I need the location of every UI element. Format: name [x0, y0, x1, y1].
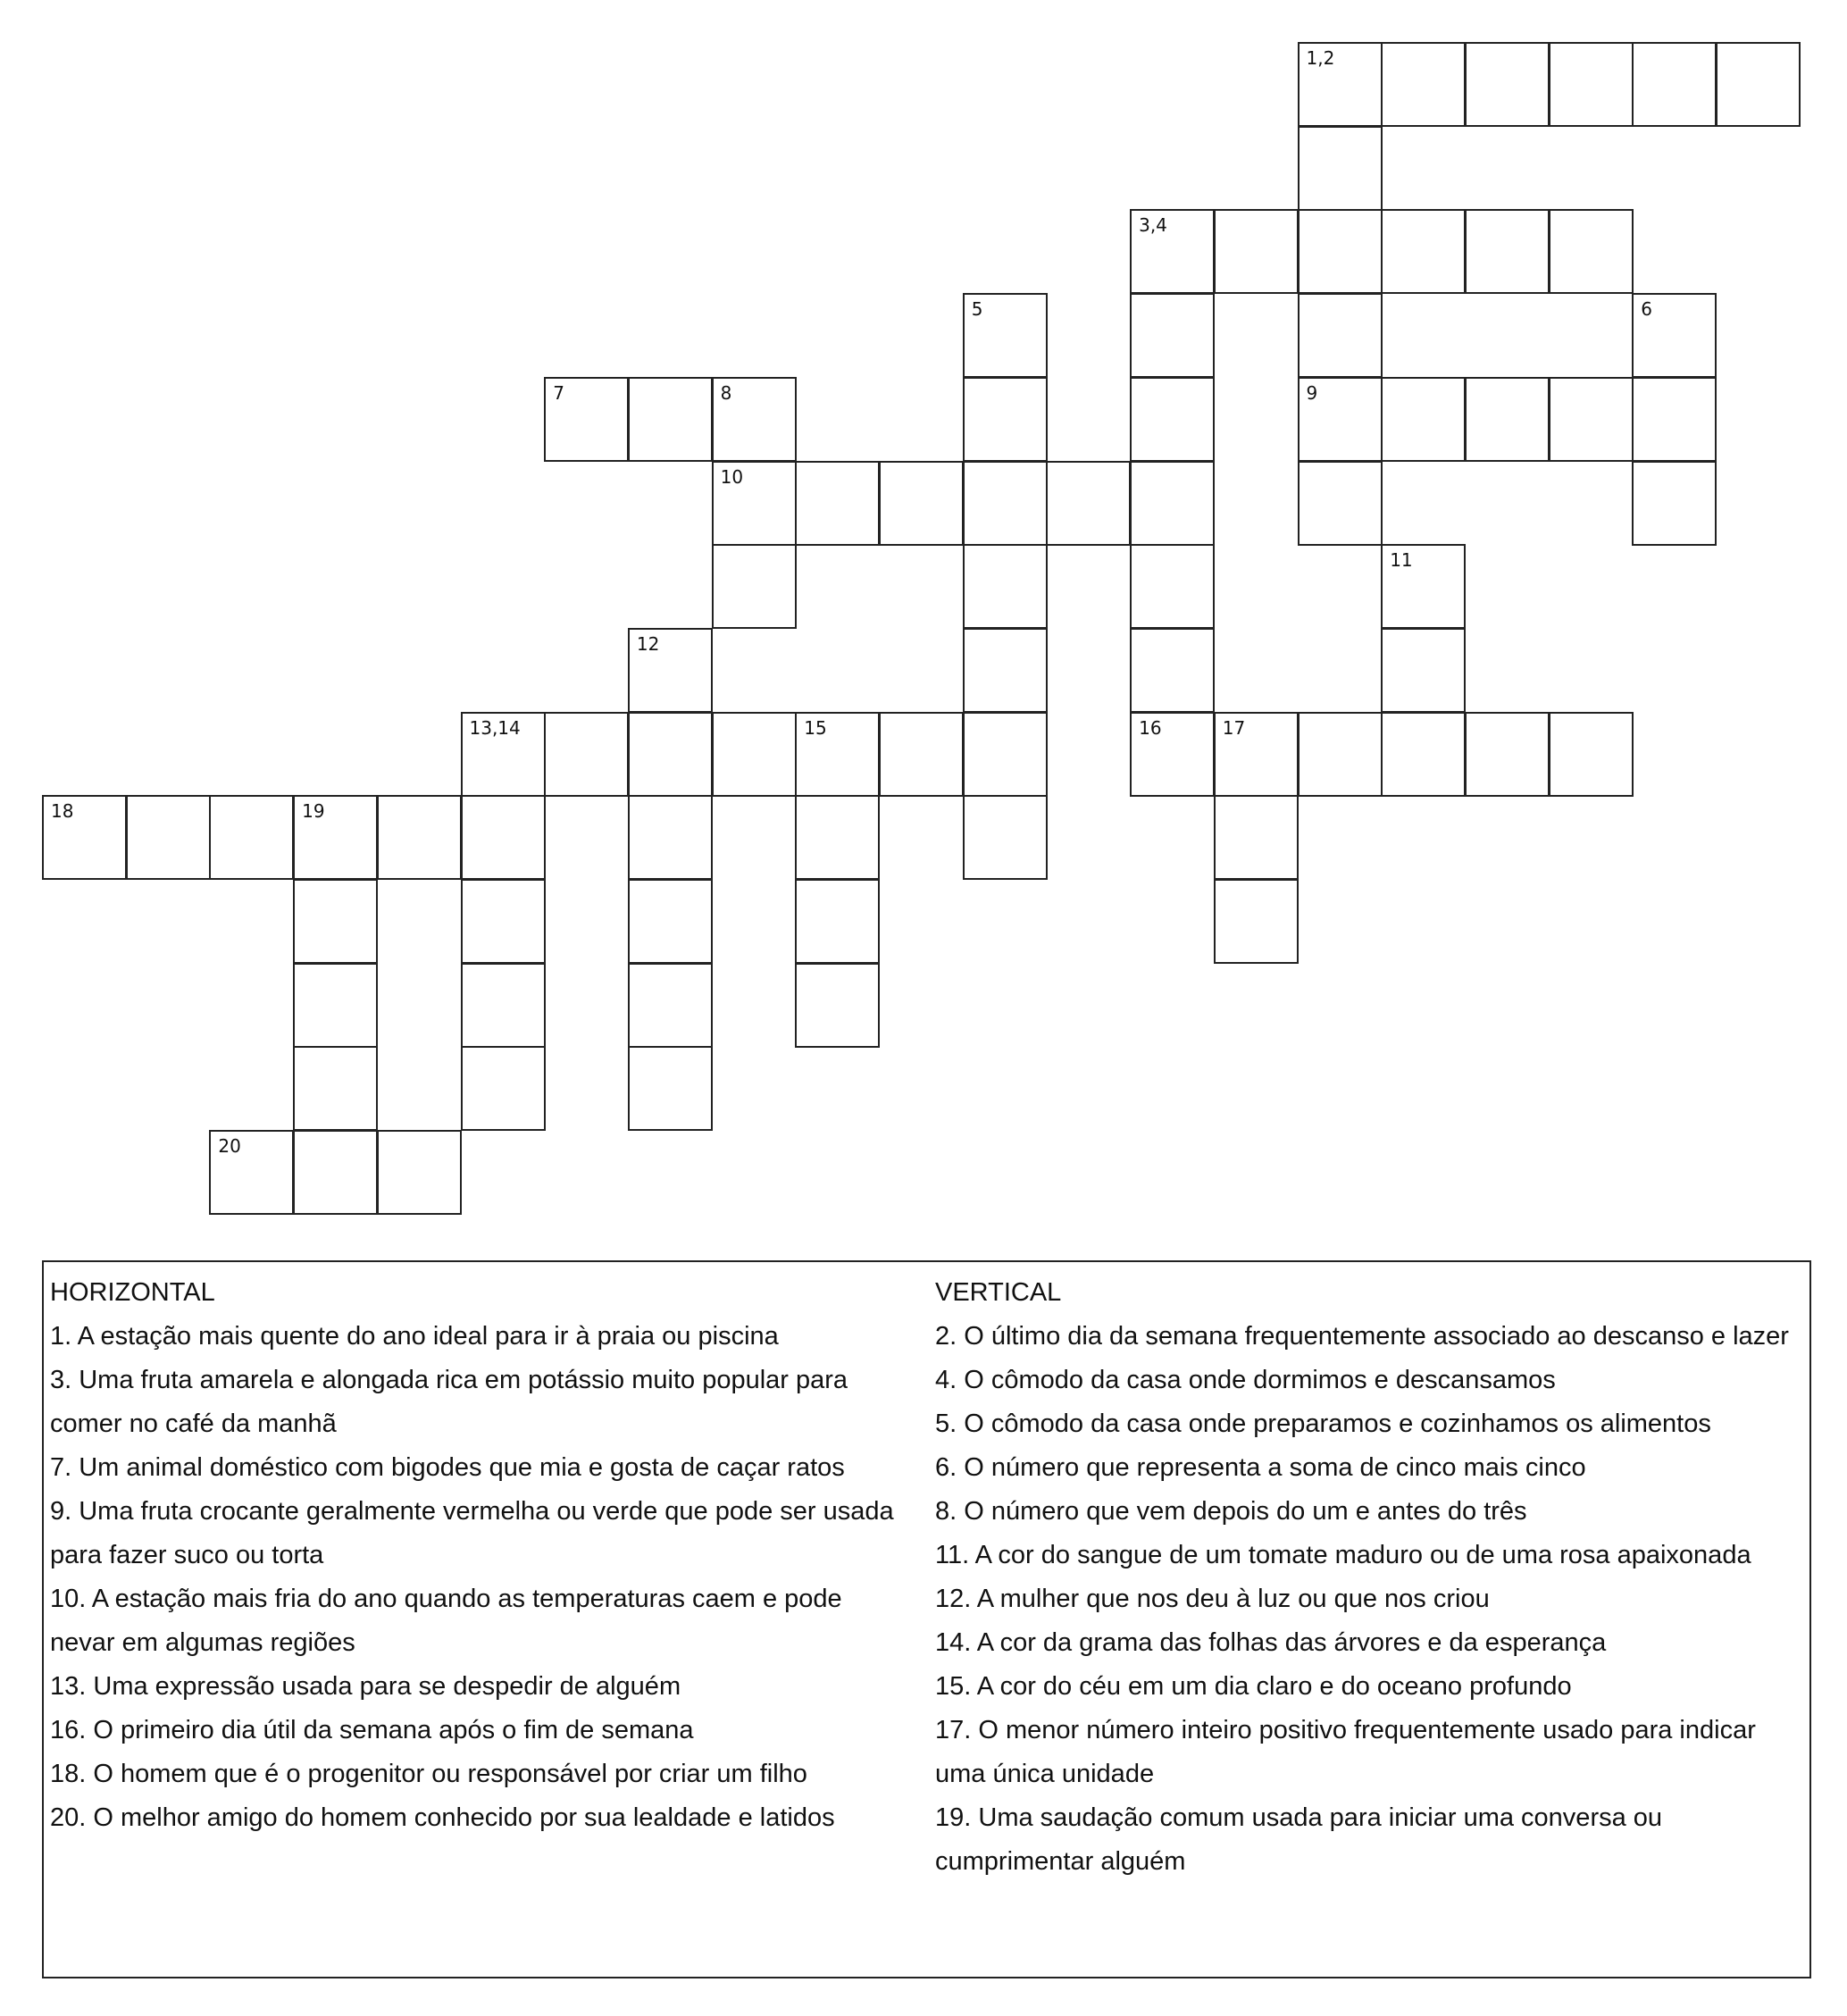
grid-cell[interactable]	[1130, 461, 1215, 546]
grid-cell[interactable]	[1381, 712, 1466, 797]
grid-cell[interactable]	[1298, 461, 1383, 546]
clue-vertical-8: 8. O número que vem depois do um e antes do três	[935, 1497, 1527, 1526]
grid-cell[interactable]	[1381, 628, 1466, 713]
clue-number: 16	[1139, 716, 1162, 739]
grid-cell[interactable]	[963, 377, 1048, 462]
grid-cell[interactable]	[1465, 42, 1550, 127]
clue-horizontal-16: 16. O primeiro dia útil da semana após o fim de semana	[50, 1716, 694, 1744]
vertical-clues	[935, 1271, 1801, 1884]
grid-cell[interactable]	[1381, 377, 1466, 462]
clue-horizontal-3: 3. Uma fruta amarela e alongada rica em potássio muito popular para comer no café da manhã	[50, 1366, 848, 1438]
clue-horizontal-10: 10. A estação mais fria do ano quando as temperaturas caem e pode nevar em algumas regiões	[50, 1585, 842, 1657]
grid-cell[interactable]	[879, 461, 964, 546]
grid-cell[interactable]	[712, 544, 797, 629]
clue-number: 7	[553, 381, 564, 404]
grid-cell[interactable]	[377, 1130, 462, 1215]
grid-cell[interactable]	[1130, 712, 1215, 797]
grid-cell[interactable]	[293, 1130, 378, 1215]
clue-number: 1,2	[1306, 47, 1335, 69]
clue-vertical-11: 11. A cor do sangue de um tomate maduro ou de uma rosa apaixonada	[935, 1541, 1751, 1569]
grid-cell[interactable]	[293, 795, 378, 880]
grid-cell[interactable]	[1214, 879, 1299, 964]
grid-cell[interactable]	[963, 461, 1048, 546]
clue-vertical-2: 2. O último dia da semana frequentemente associado ao descanso e lazer	[935, 1322, 1789, 1351]
grid-cell[interactable]	[879, 712, 964, 797]
grid-cell[interactable]	[293, 963, 378, 1048]
grid-cell[interactable]	[1298, 42, 1383, 127]
grid-cell[interactable]	[1632, 293, 1717, 378]
grid-cell[interactable]	[1046, 461, 1131, 546]
grid-cell[interactable]	[461, 963, 546, 1048]
grid-cell[interactable]	[1549, 209, 1634, 294]
clue-vertical-17: 17. O menor número inteiro positivo frequentemente usado para indicar uma única unidade	[935, 1716, 1756, 1788]
grid-cell[interactable]	[1549, 377, 1634, 462]
grid-cell[interactable]	[1214, 795, 1299, 880]
grid-cell[interactable]	[1465, 209, 1550, 294]
clue-horizontal-7: 7. Um animal doméstico com bigodes que mia e gosta de caçar ratos	[50, 1453, 845, 1482]
grid-cell[interactable]	[293, 1046, 378, 1131]
horizontal-clues	[50, 1271, 907, 1840]
clue-number: 19	[302, 800, 325, 823]
clue-vertical-4: 4. O cômodo da casa onde dormimos e descansamos	[935, 1366, 1556, 1394]
grid-cell[interactable]	[628, 879, 713, 964]
clue-number: 13,14	[469, 716, 521, 739]
grid-cell[interactable]	[1632, 377, 1717, 462]
clue-number: 10	[720, 465, 744, 488]
horizontal-heading: HORIZONTAL	[50, 1278, 215, 1307]
clue-number: 17	[1222, 716, 1246, 739]
grid-cell[interactable]	[1381, 544, 1466, 629]
grid-cell[interactable]	[1298, 377, 1383, 462]
grid-cell[interactable]	[795, 795, 880, 880]
clue-number: 20	[218, 1135, 241, 1158]
grid-cell[interactable]	[1130, 209, 1215, 294]
clue-horizontal-18: 18. O homem que é o progenitor ou responsável por criar um filho	[50, 1760, 807, 1788]
grid-cell[interactable]	[795, 879, 880, 964]
clue-horizontal-1: 1. A estação mais quente do ano ideal para ir à praia ou piscina	[50, 1322, 779, 1351]
clue-vertical-5: 5. O cômodo da casa onde preparamos e cozinhamos os alimentos	[935, 1410, 1711, 1438]
grid-cell[interactable]	[963, 544, 1048, 629]
grid-cell[interactable]	[1214, 209, 1299, 294]
grid-cell[interactable]	[1130, 293, 1215, 378]
grid-cell[interactable]	[1381, 209, 1466, 294]
grid-cell[interactable]	[1298, 126, 1383, 211]
grid-cell[interactable]	[1465, 377, 1550, 462]
grid-cell[interactable]	[461, 879, 546, 964]
grid-cell[interactable]	[42, 795, 127, 880]
grid-cell[interactable]	[628, 963, 713, 1048]
grid-cell[interactable]	[963, 795, 1048, 880]
clue-number: 12	[636, 632, 660, 655]
grid-cell[interactable]	[628, 712, 713, 797]
clue-vertical-19: 19. Uma saudação comum usada para iniciar uma conversa ou cumprimentar alguém	[935, 1803, 1663, 1876]
grid-cell[interactable]	[544, 377, 629, 462]
clue-number: 15	[804, 716, 827, 739]
grid-cell[interactable]	[712, 461, 797, 546]
clue-vertical-6: 6. O número que representa a soma de cinco mais cinco	[935, 1453, 1586, 1482]
clue-vertical-14: 14. A cor da grama das folhas das árvores e da esperança	[935, 1628, 1607, 1657]
grid-cell[interactable]	[209, 1130, 294, 1215]
grid-cell[interactable]	[795, 963, 880, 1048]
clue-horizontal-9: 9. Uma fruta crocante geralmente vermelha ou verde que pode ser usada para fazer suco ou torta	[50, 1497, 894, 1569]
clue-number: 3,4	[1139, 214, 1167, 237]
clue-vertical-12: 12. A mulher que nos deu à luz ou que nos criou	[935, 1585, 1490, 1613]
grid-cell[interactable]	[461, 1046, 546, 1131]
grid-cell[interactable]	[712, 712, 797, 797]
grid-cell[interactable]	[1549, 42, 1634, 127]
clue-vertical-15: 15. A cor do céu em um dia claro e do oceano profundo	[935, 1672, 1572, 1701]
clue-number: 9	[1306, 381, 1318, 404]
grid-cell[interactable]	[1298, 209, 1383, 294]
grid-cell[interactable]	[963, 628, 1048, 713]
grid-cell[interactable]	[628, 1046, 713, 1131]
grid-cell[interactable]	[461, 712, 546, 797]
grid-cell[interactable]	[377, 795, 462, 880]
grid-cell[interactable]	[1130, 377, 1215, 462]
grid-cell[interactable]	[712, 377, 797, 462]
clue-horizontal-20: 20. O melhor amigo do homem conhecido por sua lealdade e latidos	[50, 1803, 835, 1832]
grid-cell[interactable]	[1130, 544, 1215, 629]
grid-cell[interactable]	[1130, 628, 1215, 713]
clue-number: 11	[1390, 549, 1413, 572]
grid-cell[interactable]	[1632, 42, 1717, 127]
grid-cell[interactable]	[963, 293, 1048, 378]
vertical-heading: VERTICAL	[935, 1278, 1062, 1307]
grid-cell[interactable]	[544, 712, 629, 797]
grid-cell[interactable]	[293, 879, 378, 964]
grid-cell[interactable]	[795, 461, 880, 546]
grid-cell[interactable]	[1214, 712, 1299, 797]
grid-cell[interactable]	[126, 795, 211, 880]
clue-number: 18	[51, 800, 74, 823]
grid-cell[interactable]	[1381, 42, 1466, 127]
clues-box	[42, 1260, 1811, 1978]
grid-cell[interactable]	[1716, 42, 1801, 127]
clue-number: 5	[971, 298, 983, 321]
grid-cell[interactable]	[1465, 712, 1550, 797]
grid-cell[interactable]	[795, 712, 880, 797]
grid-cell[interactable]	[1298, 712, 1383, 797]
grid-cell[interactable]	[1298, 293, 1383, 378]
grid-cell[interactable]	[209, 795, 294, 880]
grid-cell[interactable]	[963, 712, 1048, 797]
clue-number: 6	[1641, 298, 1653, 321]
grid-cell[interactable]	[628, 628, 713, 713]
clue-number: 8	[720, 381, 732, 404]
grid-cell[interactable]	[1632, 461, 1717, 546]
grid-cell[interactable]	[628, 377, 713, 462]
grid-cell[interactable]	[1549, 712, 1634, 797]
grid-cell[interactable]	[628, 795, 713, 880]
clue-horizontal-13: 13. Uma expressão usada para se despedir de alguém	[50, 1672, 681, 1701]
grid-cell[interactable]	[461, 795, 546, 880]
